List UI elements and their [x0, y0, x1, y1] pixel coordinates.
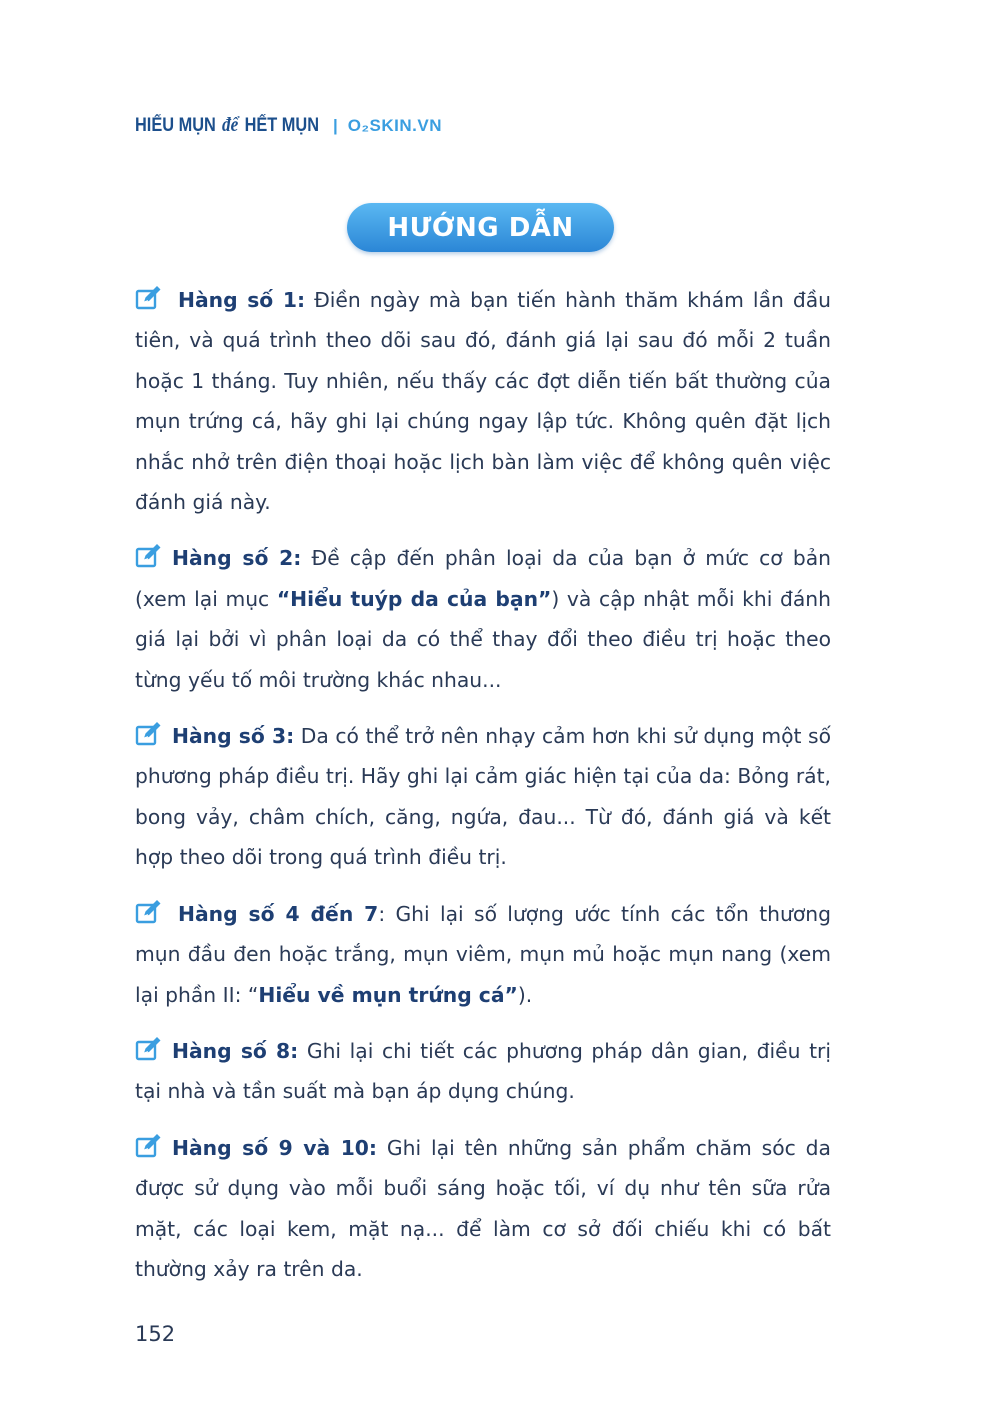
row-description: Ghi lại tên những sản phẩm chăm sóc da được sử dụng vào mỗi buổi sáng hoặc tối, ví dụ như tên sữa rửa mặt, các loại kem, mặt nạ... để làm cơ sở đối chiếu khi có bất thường xảy ra trên da. [135, 1135, 831, 1281]
guide-paragraph-1 [135, 280, 831, 522]
site-name: O₂SKIN.VN [347, 116, 442, 135]
edit-note-icon [135, 1133, 162, 1159]
section-title-badge [347, 203, 614, 252]
row-label: Hàng số 9 và 10: [172, 1135, 378, 1160]
section-title: HƯỚNG DẪN [387, 212, 574, 243]
row-label: Hàng số 1: [178, 288, 306, 312]
row-label: Hàng số 8: [172, 1038, 299, 1063]
brand-title [135, 114, 319, 137]
guide-paragraph-6 [135, 1128, 831, 1290]
guide-paragraph-4 [135, 894, 831, 1015]
guide-paragraph-3 [135, 716, 831, 878]
brand-title-de: để [222, 114, 239, 136]
edit-note-icon [135, 1036, 162, 1062]
cross-reference: Hiểu về mụn trứng cá” [258, 982, 518, 1007]
brand-title-part2: HẾT MỤN [244, 115, 320, 136]
guide-paragraph-2 [135, 538, 831, 700]
row-label: Hàng số 4 đến 7 [178, 901, 379, 926]
row-description: Da có thể trở nên nhạy cảm hơn khi sử dụng một số phương pháp điều trị. Hãy ghi lại cảm giác hiện tại của da: Bỏng rát, bong vảy, châm chích, căng, ngứa, đau... Từ đó, đánh giá và kết hợp theo dõi trong quá trình điều trị. [135, 724, 831, 870]
guide-content [135, 280, 831, 1305]
row-description-end: ) và cập nhật mỗi khi đánh giá lại bởi vì phân loại da có thể thay đổi theo điều trị hoặc theo từng yếu tố môi trường khác nhau... [135, 586, 832, 692]
header-separator: | [332, 116, 338, 135]
row-description: Đề cập đến phân loại da của bạn ở mức cơ bản (xem lại mục [135, 546, 832, 611]
edit-note-icon [135, 721, 162, 747]
brand-title-part1: HIỂU MỤN [135, 115, 216, 136]
row-description: Ghi lại chi tiết các phương pháp dân gian, điều trị tại nhà và tần suất mà bạn áp dụng chúng. [135, 1038, 831, 1104]
edit-note-icon [135, 899, 162, 925]
row-description: Điền ngày mà bạn tiến hành thăm khám lần đầu tiên, và quá trình theo dõi sau đó, đánh giá lại sau đó mỗi 2 tuần hoặc 1 tháng. Tuy nhiên, nếu thấy các đợt diễn tiến bất thường của mụn trứng cá, hãy ghi lại chúng ngay lập tức. Không quên đặt lịch nhắc nhở trên điện thoại hoặc lịch bàn làm việc để không quên việc đánh giá này. [135, 288, 832, 515]
row-label: Hàng số 3: [172, 724, 295, 749]
page-number: 152 [135, 1322, 176, 1346]
row-description-end: ). [517, 982, 533, 1007]
guide-paragraph-5 [135, 1031, 831, 1112]
row-label: Hàng số 2: [172, 546, 302, 571]
edit-note-icon [135, 285, 162, 311]
running-header [135, 114, 442, 144]
edit-note-icon [135, 543, 162, 569]
row-description: : Ghi lại số lượng ước tính các tổn thương mụn đầu đen hoặc trắng, mụn viêm, mụn mủ hoặc mụn nang (xem lại phần II: “ [135, 901, 831, 1007]
cross-reference: “Hiểu tuýp da của bạn” [276, 586, 552, 611]
